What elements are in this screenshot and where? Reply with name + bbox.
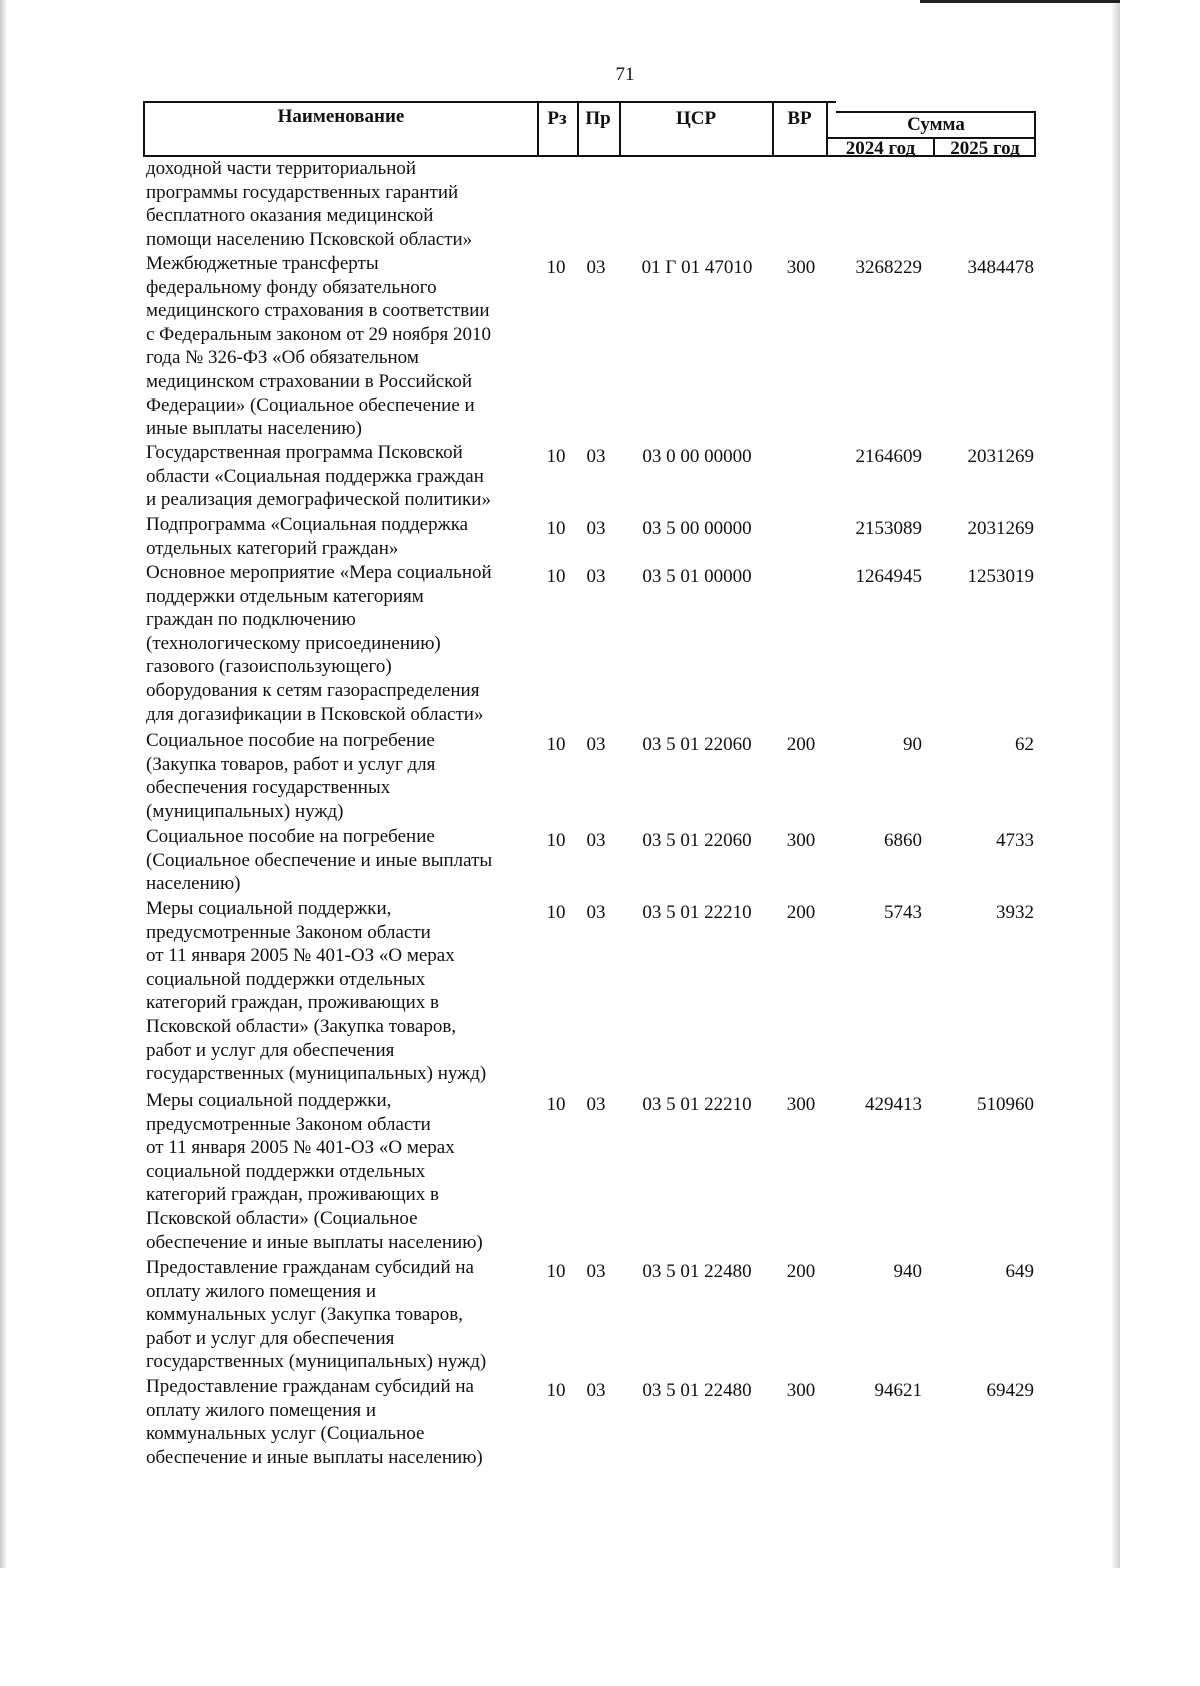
row-rz: 10 [546, 566, 566, 587]
row-sum-2025: 649 [1005, 1261, 1034, 1282]
row-csr: 03 5 01 22060 [642, 830, 752, 851]
row-name: Меры социальной поддержки, предусмотренные Законом области от 11 января 2005 № 401-ОЗ «О мерах социальной поддержки отдельных категорий граждан, проживающих в Псковской области» (Социальное обеспечение и иные выплаты населению) [146, 1090, 483, 1253]
row-sum-2024: 2153089 [855, 518, 922, 539]
row-sum-2025: 4733 [996, 830, 1034, 851]
row-vr: 200 [786, 734, 816, 755]
row-name: Подпрограмма «Социальная поддержка отдельных категорий граждан» [146, 514, 469, 559]
row-rz: 10 [546, 518, 566, 539]
row-sum-2024: 94621 [874, 1380, 922, 1401]
row-pr: 03 [586, 902, 606, 923]
row-sum-2025: 1253019 [967, 566, 1034, 587]
row-vr: 300 [786, 257, 816, 278]
row-pr: 03 [586, 734, 606, 755]
header-2024: 2024 год [845, 138, 916, 159]
row-csr: 03 5 01 22210 [642, 1094, 752, 1115]
row-sum-2024: 6860 [884, 830, 922, 851]
row-csr: 03 5 01 22210 [642, 902, 752, 923]
row-name: Государственная программа Псковской области «Социальная поддержка граждан и реализация демографической политики» [146, 442, 491, 511]
row-sum-2025: 2031269 [967, 446, 1034, 467]
row-pr: 03 [586, 446, 606, 467]
row-pr: 03 [586, 1094, 606, 1115]
row-sum-2024: 90 [903, 734, 922, 755]
header-rz: Рз [547, 108, 567, 129]
row-rz: 10 [546, 830, 566, 851]
row-sum-2025: 62 [1015, 734, 1034, 755]
header-sum: Сумма [907, 114, 965, 135]
row-sum-2025: 3484478 [967, 257, 1034, 278]
row-pr: 03 [586, 1261, 606, 1282]
row-pr: 03 [586, 566, 606, 587]
row-csr: 03 5 01 00000 [642, 566, 752, 587]
row-sum-2024: 1264945 [855, 566, 922, 587]
header-name: Наименование [277, 106, 405, 127]
row-pr: 03 [586, 1380, 606, 1401]
row-sum-2024: 3268229 [855, 257, 922, 278]
row-sum-2025: 510960 [977, 1094, 1034, 1115]
row-pr: 03 [586, 830, 606, 851]
row-rz: 10 [546, 1380, 566, 1401]
row-sum-2024: 2164609 [855, 446, 922, 467]
row-pr: 03 [586, 257, 606, 278]
row-name: Основное мероприятие «Мера социальной поддержки отдельным категориям граждан по подключению (технологическому присоединению) газового (газоиспользующего) оборудования к сетям газораспределения для догазификации в Псковской области» [146, 562, 492, 725]
scan-edge-right [1112, 0, 1120, 1568]
row-sum-2025: 69429 [986, 1380, 1034, 1401]
header-vr: ВР [787, 108, 812, 129]
row-csr: 03 5 01 22480 [642, 1261, 752, 1282]
row-name: доходной части территориальной программы государственных гарантий бесплатного оказания медицинской помощи населению Псковской области» [146, 158, 473, 250]
row-sum-2024: 429413 [865, 1094, 922, 1115]
row-rz: 10 [546, 257, 566, 278]
row-name: Межбюджетные трансферты федеральному фонду обязательного медицинского страхования в соответствии с Федеральным законом от 29 ноября 2010 года № 326-ФЗ «Об обязательном медицинском страховании в Российской Федерации» (Социальное обеспечение и иные выплаты населению) [146, 253, 491, 440]
row-vr: 300 [786, 1094, 816, 1115]
row-csr: 01 Г 01 47010 [641, 257, 753, 278]
row-name: Социальное пособие на погребение (Закупка товаров, работ и услуг для обеспечения государственных (муниципальных) нужд) [146, 730, 436, 822]
row-sum-2024: 940 [893, 1261, 922, 1282]
row-name: Меры социальной поддержки, предусмотренные Законом области от 11 января 2005 № 401-ОЗ «О мерах социальной поддержки отдельных категорий граждан, проживающих в Псковской области» (Закупка товаров, работ и услуг для обеспечения государственных (муниципальных) нужд) [146, 898, 487, 1085]
row-rz: 10 [546, 1094, 566, 1115]
header-2025: 2025 год [950, 138, 1020, 159]
row-sum-2025: 2031269 [967, 518, 1034, 539]
row-rz: 10 [546, 902, 566, 923]
scan-edge-left [0, 0, 6, 1568]
page-number: 71 [615, 64, 635, 85]
row-pr: 03 [586, 518, 606, 539]
header-pr: Пр [585, 108, 611, 129]
row-rz: 10 [546, 734, 566, 755]
row-vr: 300 [786, 830, 816, 851]
row-sum-2024: 5743 [884, 902, 922, 923]
row-name: Социальное пособие на погребение (Социальное обеспечение и иные выплаты населению) [146, 826, 493, 895]
row-vr: 200 [786, 902, 816, 923]
row-csr: 03 5 01 22060 [642, 734, 752, 755]
row-csr: 03 5 01 22480 [642, 1380, 752, 1401]
row-name: Предоставление гражданам субсидий на оплату жилого помещения и коммунальных услуг (Социальное обеспечение и иные выплаты населению) [146, 1376, 483, 1468]
row-vr: 300 [786, 1380, 816, 1401]
row-rz: 10 [546, 1261, 566, 1282]
header-csr: ЦСР [675, 108, 717, 129]
row-name: Предоставление гражданам субсидий на оплату жилого помещения и коммунальных услуг (Закупка товаров, работ и услуг для обеспечения государственных (муниципальных) нужд) [146, 1257, 487, 1373]
row-sum-2025: 3932 [996, 902, 1034, 923]
scan-edge-top [920, 0, 1120, 3]
row-vr: 200 [786, 1261, 816, 1282]
row-csr: 03 0 00 00000 [642, 446, 752, 467]
row-csr: 03 5 00 00000 [642, 518, 752, 539]
row-rz: 10 [546, 446, 566, 467]
